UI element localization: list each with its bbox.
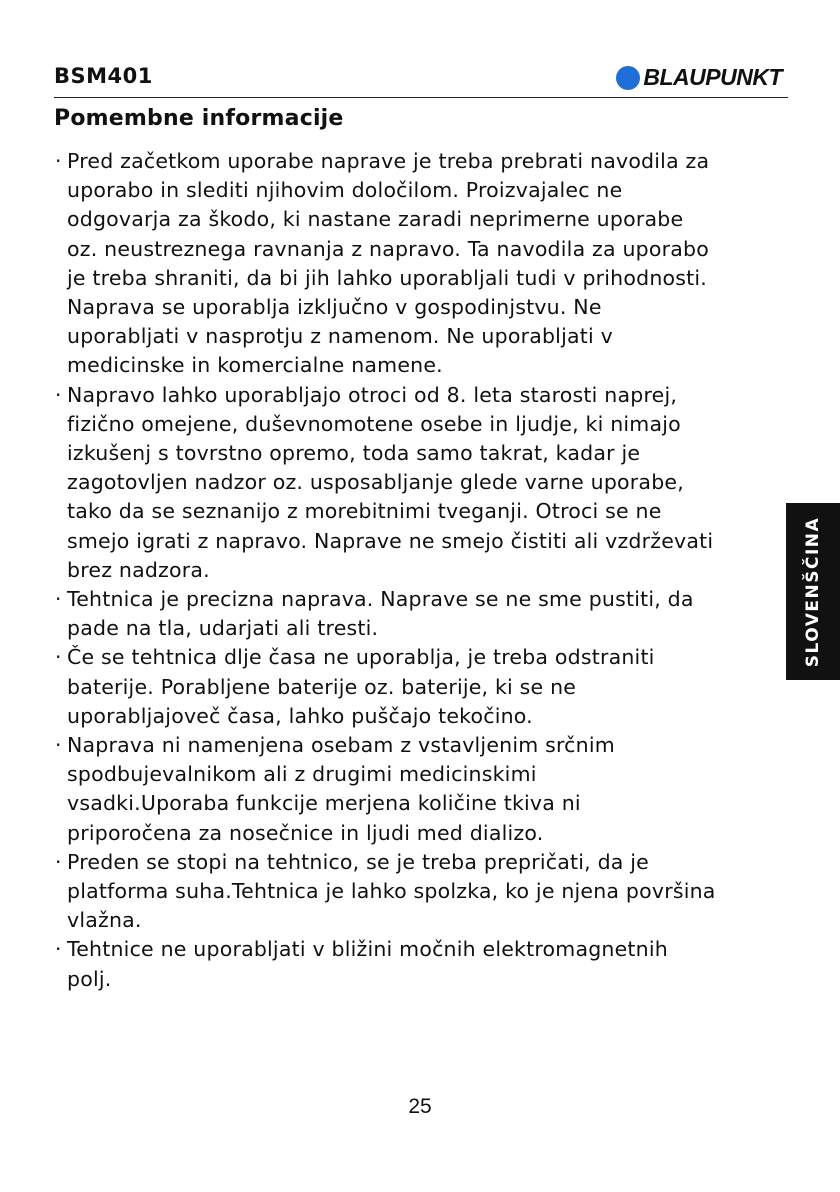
bullet-line: vsadki.Uporaba funkcije merjena količine tkiva ni	[67, 791, 581, 816]
bullet-text	[67, 147, 794, 381]
bullet-line: Pred začetkom uporabe naprave je treba prebrati navodila za	[67, 149, 710, 173]
bullet-line: tako da se seznanijo z morebitnimi tveganji. Otroci se ne	[67, 499, 662, 524]
bullet-line: zagotovljen nadzor oz. usposabljanje glede varne uporabe,	[67, 470, 684, 495]
list-item	[54, 935, 794, 993]
bullet-line: baterije. Porabljene baterije oz. baterije, ki se ne	[67, 674, 577, 699]
list-item	[54, 381, 794, 585]
bullet-text	[67, 585, 794, 643]
bullet-line: platforma suha.Tehtnica je lahko spolzka, ko je njena površina	[67, 879, 716, 904]
list-item	[54, 147, 794, 381]
bullet-line: Naprava se uporablja izključno v gospodinjstvu. Ne	[67, 295, 602, 320]
bullet-line: Če se tehtnica dlje časa ne uporablja, je treba odstraniti	[67, 645, 655, 670]
bullet-line: uporabljati v nasprotju z namenom. Ne uporabljati v	[67, 324, 613, 349]
bullet-line: je treba shraniti, da bi jih lahko uporabljali tudi v prihodnosti.	[67, 265, 707, 290]
language-tab-label: SLOVENŠČINA	[803, 516, 823, 667]
bullet-text	[67, 643, 794, 731]
page-number: 25	[408, 1095, 432, 1118]
bullet-dot-icon: ·	[55, 733, 62, 758]
bullet-line: fizično omejene, duševnomotene osebe in ljudje, ki nimajo	[67, 411, 681, 436]
bullet-line: Preden se stopi na tehtnico, se je treba prepričati, da je	[67, 849, 649, 874]
bullet-dot-icon: ·	[55, 382, 62, 407]
bullet-text	[67, 935, 794, 993]
list-item	[54, 585, 794, 643]
header-divider	[54, 97, 788, 98]
list-item	[54, 848, 794, 936]
language-tab	[786, 503, 840, 680]
brand-logo-dot-icon	[616, 66, 640, 90]
bullet-line: vlažna.	[67, 908, 142, 933]
bullet-line: Napravo lahko uporabljajo otroci od 8. leta starosti naprej,	[67, 382, 678, 407]
bullet-line: spodbujevalnikom ali z drugimi medicinskimi	[67, 762, 537, 787]
bullet-line: uporabljajoveč časa, lahko puščajo tekočino.	[67, 703, 533, 728]
bullet-dot-icon: ·	[55, 149, 62, 173]
bullet-line: pade na tla, udarjati ali tresti.	[67, 616, 379, 641]
bullet-text	[67, 848, 794, 936]
bullet-dot-icon: ·	[55, 645, 62, 670]
bullet-line: brez nadzora.	[67, 557, 210, 582]
bullet-line: Tehtnica je precizna naprava. Naprave se ne sme pustiti, da	[67, 587, 694, 612]
section-title: Pomembne informacije	[54, 106, 344, 131]
bullet-dot-icon: ·	[55, 587, 62, 612]
bullet-line: medicinske in komercialne namene.	[67, 353, 443, 378]
bullet-line: Tehtnice ne uporabljati v bližini močnih elektromagnetnih	[67, 937, 668, 962]
model-number: BSM401	[54, 64, 153, 88]
brand-logo	[616, 64, 782, 91]
bullet-line: uporabo in slediti njihovim določilom. Proizvajalec ne	[67, 178, 623, 203]
bullet-line: polj.	[67, 966, 112, 991]
bullet-line: oz. neustreznega ravnanja z napravo. Ta navodila za uporabo	[67, 236, 709, 261]
bullet-dot-icon: ·	[55, 849, 62, 874]
bullet-line: smejo igrati z napravo. Naprave ne smejo čistiti ali vzdrževati	[67, 528, 714, 553]
bullet-line: Naprava ni namenjena osebam z vstavljenim srčnim	[67, 733, 615, 758]
bullet-line: priporočena za nosečnice in ljudi med dializo.	[67, 820, 544, 845]
list-item	[54, 643, 794, 731]
information-list	[54, 147, 794, 994]
bullet-line: izkušenj s tovrstno opremo, toda samo takrat, kadar je	[67, 441, 641, 466]
bullet-dot-icon: ·	[55, 937, 62, 962]
list-item	[54, 731, 794, 848]
brand-logo-text: BLAUPUNKT	[643, 64, 782, 90]
bullet-line: odgovarja za škodo, ki nastane zaradi neprimerne uporabe	[67, 207, 684, 232]
bullet-text	[67, 731, 794, 848]
bullet-text	[67, 381, 794, 585]
